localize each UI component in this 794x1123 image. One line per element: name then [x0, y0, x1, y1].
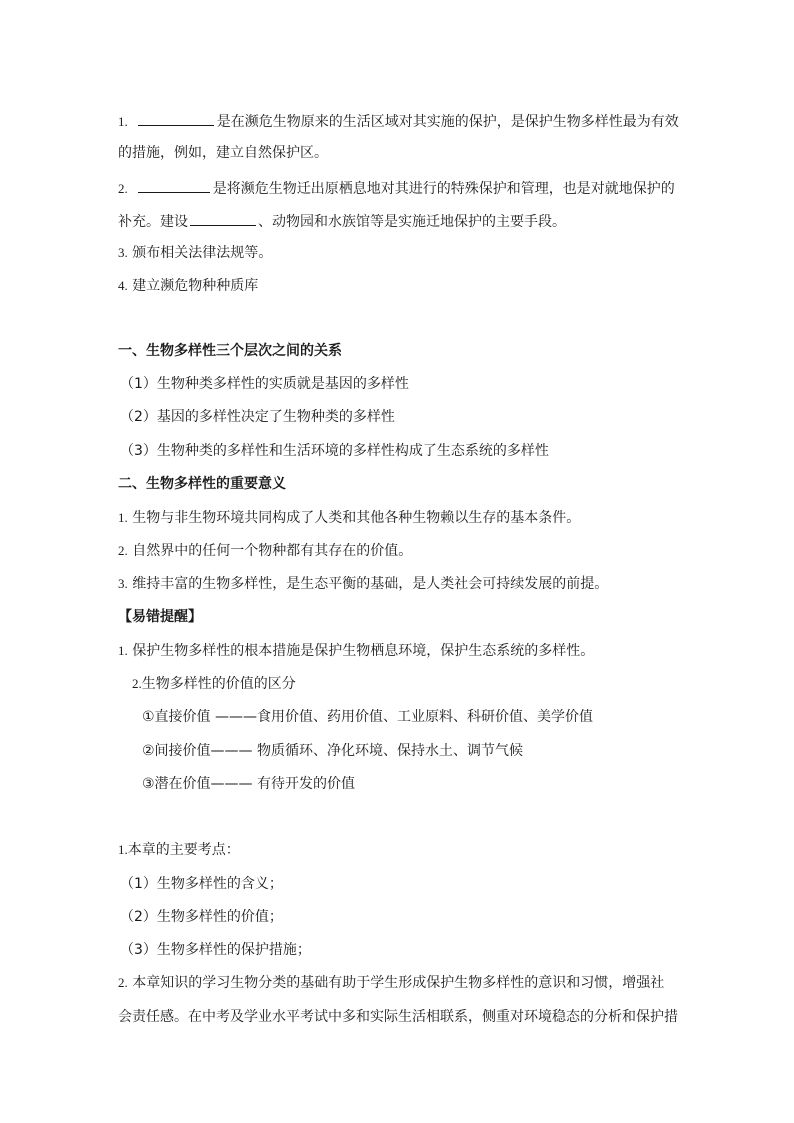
warning-heading: 【易错提醒】: [118, 609, 202, 625]
value-potential: ③潜在价值——— 有待开发的价值: [142, 776, 356, 792]
warning-item-2: [132, 674, 702, 694]
exam-point-2: （2）生物多样性的价值；: [120, 909, 283, 925]
item-number: 2.: [118, 543, 128, 558]
item-number: 4.: [118, 278, 128, 293]
protect-item-1-line-2: [118, 143, 688, 163]
relation-item-3: （3）生物种类的多样性和生活环境的多样性构成了生态系统的多样性: [120, 443, 549, 459]
item-number: 1.: [118, 114, 128, 129]
meaning-item-2-text: 自然界中的任何一个物种都有其存在的价值。: [132, 543, 413, 559]
protect-item-2-line-1: [118, 177, 688, 199]
fill-blank-3[interactable]: [190, 210, 256, 226]
exam-item-2-line-2: 会责任感。在中考及学业水平考试中多和实际生活相联系，侧重对环境稳态的分析和保护措: [118, 1009, 678, 1025]
meaning-item-1-text: 生物与非生物环境共同构成了人类和其他各种生物赖以生存的基本条件。: [132, 510, 581, 526]
protect-item-1-text-a: 是在濒危生物原来的生活区域对其实施的保护，是保护生物多样性最为有效: [216, 114, 679, 130]
relation-heading: 一、生物多样性三个层次之间的关系: [118, 343, 342, 359]
meaning-heading: 二、生物多样性的重要意义: [118, 476, 286, 492]
value-indirect: ②间接价值——— 物质循环、净化环境、保持水土、调节气候: [142, 743, 523, 759]
meaning-item-3: [118, 574, 688, 594]
warning-item-1: [118, 641, 688, 661]
meaning-item-1: [118, 508, 688, 528]
protect-item-3-text: 颁布相关法律法规等。: [132, 245, 273, 261]
protect-item-3: [118, 243, 688, 263]
protect-item-1-line-1: [118, 110, 688, 132]
item-number: 1.: [118, 510, 128, 525]
exam-item-1-text: 本章的主要考点：: [127, 842, 240, 858]
relation-item-1: （1）生物种类多样性的实质就是基因的多样性: [120, 376, 409, 392]
exam-point-3: （3）生物多样性的保护措施；: [120, 942, 311, 958]
exam-point-1: （1）生物多样性的含义；: [120, 876, 283, 892]
protect-item-2-line-2: [118, 210, 688, 232]
fill-blank-2[interactable]: [138, 177, 210, 193]
value-direct: ①直接价值 ———食用价值、药用价值、工业原料、科研价值、美学价值: [142, 709, 593, 725]
fill-blank-1[interactable]: [138, 110, 214, 126]
warning-item-2-text: 生物多样性的价值的区分: [141, 676, 296, 692]
meaning-item-2: [118, 541, 688, 561]
protect-item-2-text-b-pre: 补充。建设: [118, 214, 188, 230]
item-number: 2.: [118, 181, 128, 196]
protect-item-4-text: 建立濒危物种种质库: [132, 278, 259, 294]
exam-item-2-line-1: [118, 973, 688, 993]
item-number: 1.: [118, 643, 128, 658]
exam-item-2-text-a: 本章知识的学习生物分类的基础有助于学生形成保护生物多样性的意识和习惯，增强社: [132, 975, 665, 991]
item-number: 1.: [118, 842, 128, 857]
item-number: 3.: [118, 245, 128, 260]
item-number: 2.: [118, 975, 128, 990]
protect-item-1-text-b: 的措施，例如，建立自然保护区。: [118, 145, 328, 161]
exam-item-1: [118, 840, 688, 860]
protect-item-2-text-a: 是将濒危生物迁出原栖息地对其进行的特殊保护和管理，也是对就地保护的: [212, 181, 675, 197]
relation-item-2: （2）基因的多样性决定了生物种类的多样性: [120, 409, 395, 425]
warning-item-1-text: 保护生物多样性的根本措施是保护生物栖息环境，保护生态系统的多样性。: [132, 643, 595, 659]
meaning-item-3-text: 维持丰富的生物多样性，是生态平衡的基础，是人类社会可持续发展的前提。: [132, 576, 609, 592]
protect-item-4: [118, 276, 688, 296]
item-number: 3.: [118, 576, 128, 591]
protect-item-2-text-b-post: 、动物园和水族馆等是实施迁地保护的主要手段。: [258, 214, 566, 230]
item-number: 2.: [132, 676, 142, 691]
